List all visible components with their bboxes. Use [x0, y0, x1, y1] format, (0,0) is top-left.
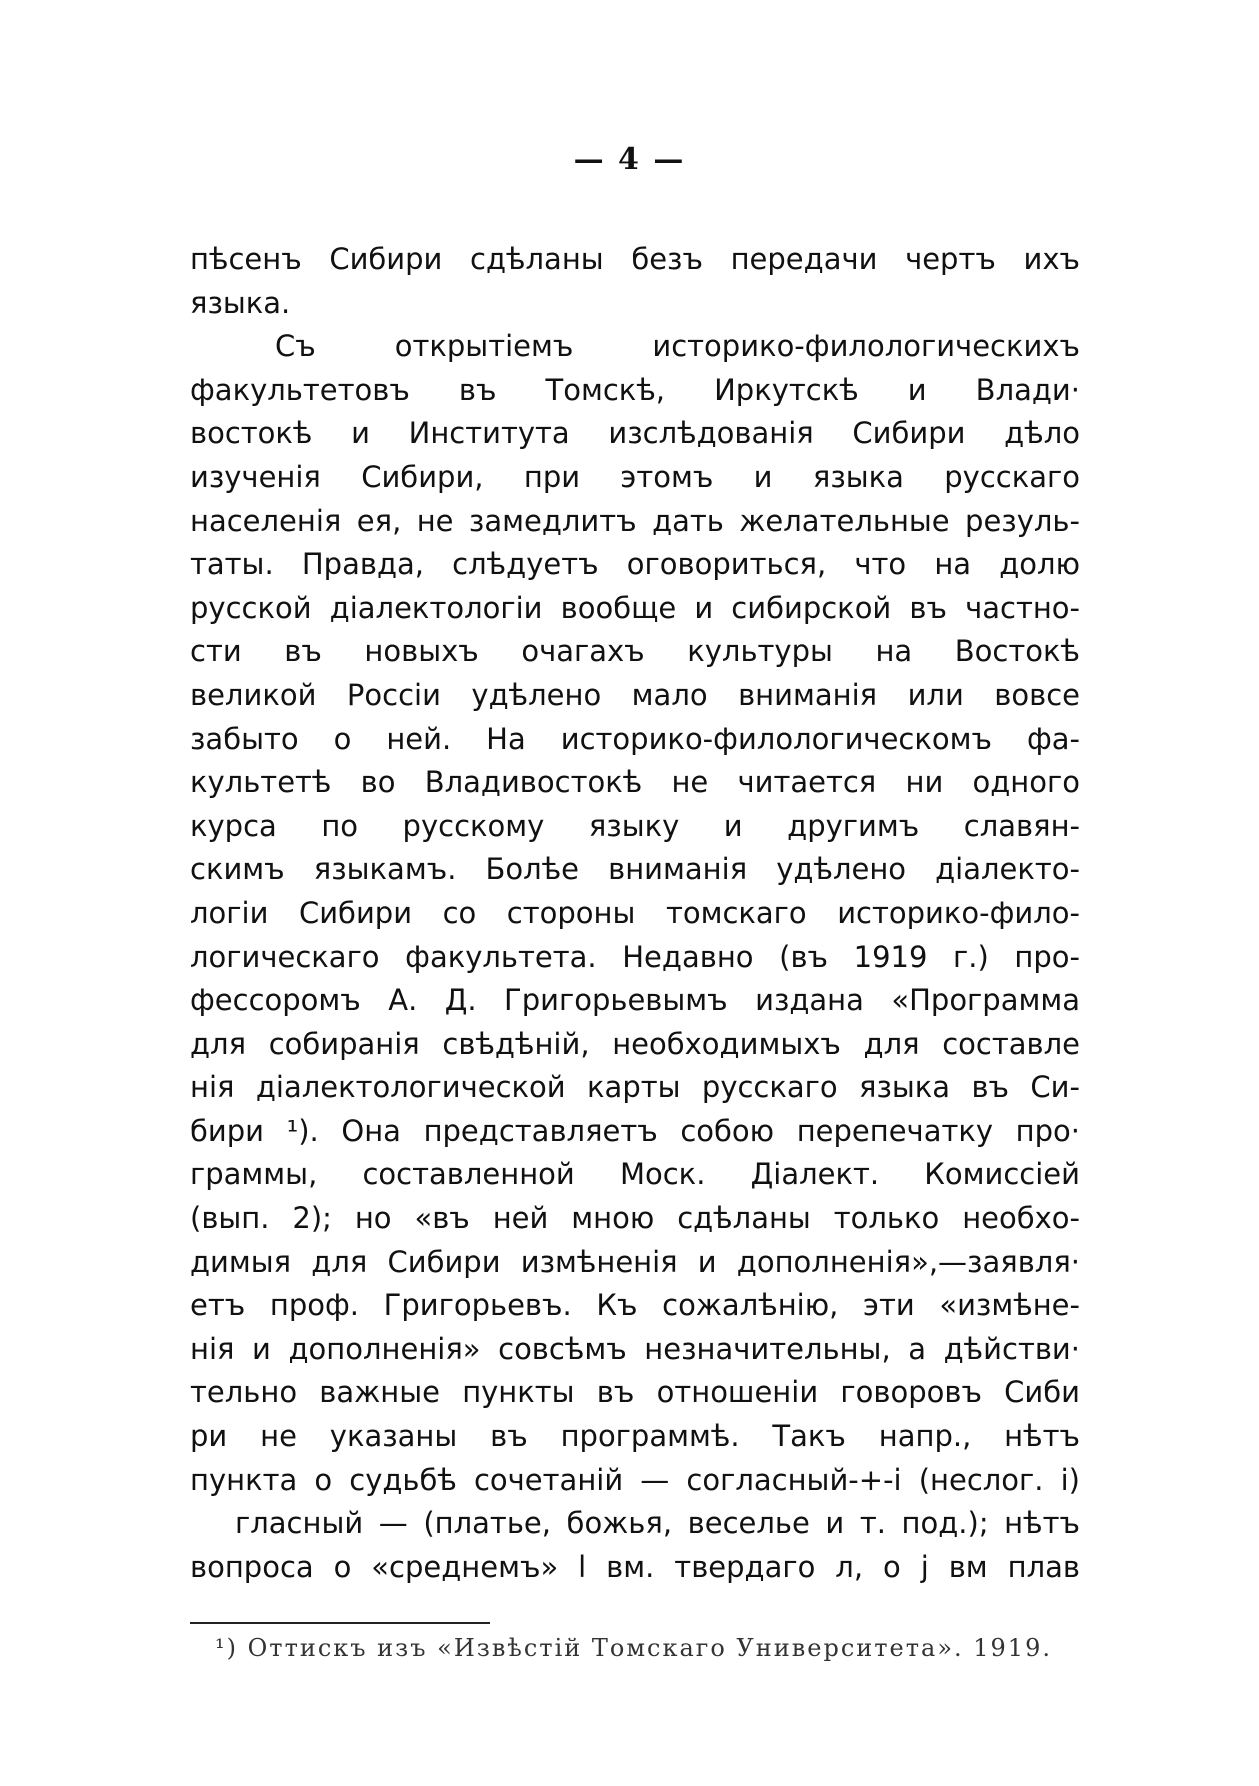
text-line: великой Россіи удѣлено мало вниманія или вовсе [190, 677, 1080, 712]
text-line: забыто о ней. На историко-филологическомъ фа- [190, 721, 1080, 756]
text-line: Съ открытіемъ историко-филологическихъ [275, 329, 1080, 364]
text-line: тельно важные пункты въ отношеніи говоровъ Сиби [190, 1375, 1080, 1410]
text-line: таты. Правда, слѣдуетъ оговориться, что на долю [190, 547, 1080, 582]
text-line: русской діалектологіи вообще и сибирской въ частно- [190, 590, 1080, 625]
text-line: скимъ языкамъ. Болѣе вниманія удѣлено діалекто- [190, 852, 1080, 887]
text-line: (вып. 2); но «въ ней мною сдѣланы только необхо- [190, 1201, 1080, 1236]
text-line: димыя для Сибири измѣненія и дополненія»,—заявля· [190, 1244, 1080, 1279]
footnote: ¹) Оттискъ изъ «Извѣстій Томскаго Университета». 1919. [215, 1634, 1052, 1662]
body-text [190, 238, 1080, 1589]
text-line: населенія ея, не замедлитъ дать желательные резуль- [190, 503, 1080, 538]
text-line: культетѣ во Владивостокѣ не читается ни одного [190, 765, 1080, 800]
text-line: гласный — (платье, божья, веселье и т. под.); нѣтъ [235, 1506, 1080, 1541]
text-line: сти въ новыхъ очагахъ культуры на Востокѣ [190, 634, 1080, 669]
text-line: востокѣ и Института изслѣдованія Сибири дѣло [190, 416, 1080, 451]
text-line: курса по русскому языку и другимъ славян- [190, 808, 1080, 843]
text-line: пѣсенъ Сибири сдѣланы безъ передачи чертъ ихъ [190, 242, 1080, 276]
text-line: языка. [190, 285, 291, 320]
text-line: пункта о судьбѣ сочетаній — согласный-+-і (неслог. і) [190, 1462, 1080, 1497]
text-line: логіи Сибири со стороны томскаго историко-фило- [190, 895, 1080, 930]
text-line: ри не указаны въ программѣ. Такъ напр., нѣтъ [190, 1419, 1080, 1454]
text-line: фессоромъ А. Д. Григорьевымъ издана «Программа [190, 983, 1080, 1018]
text-line: изученія Сибири, при этомъ и языка русскаго [190, 459, 1080, 494]
text-line: нія діалектологической карты русскаго языка въ Си- [190, 1070, 1080, 1105]
text-line: нія и дополненія» совсѣмъ незначительны, а дѣйстви· [190, 1331, 1080, 1366]
text-line: для собиранія свѣдѣній, необходимыхъ для составле [190, 1026, 1080, 1061]
text-line: вопроса о «среднемъ» l вм. твердаго л, о j вм плав [190, 1549, 1080, 1584]
page-number: — 4 — [573, 142, 686, 177]
text-line: етъ проф. Григорьевъ. Къ сожалѣнію, эти «измѣне- [190, 1288, 1080, 1323]
text-line: факультетовъ въ Томскѣ, Иркутскѣ и Влади· [190, 372, 1080, 407]
text-line: граммы, составленной Моск. Діалект. Комиссіей [190, 1157, 1080, 1192]
footnote-divider [190, 1622, 490, 1624]
text-line: логическаго факультета. Недавно (въ 1919 г.) про- [190, 939, 1080, 974]
text-line: бири ¹). Она представляетъ собою перепечатку про· [190, 1113, 1080, 1148]
